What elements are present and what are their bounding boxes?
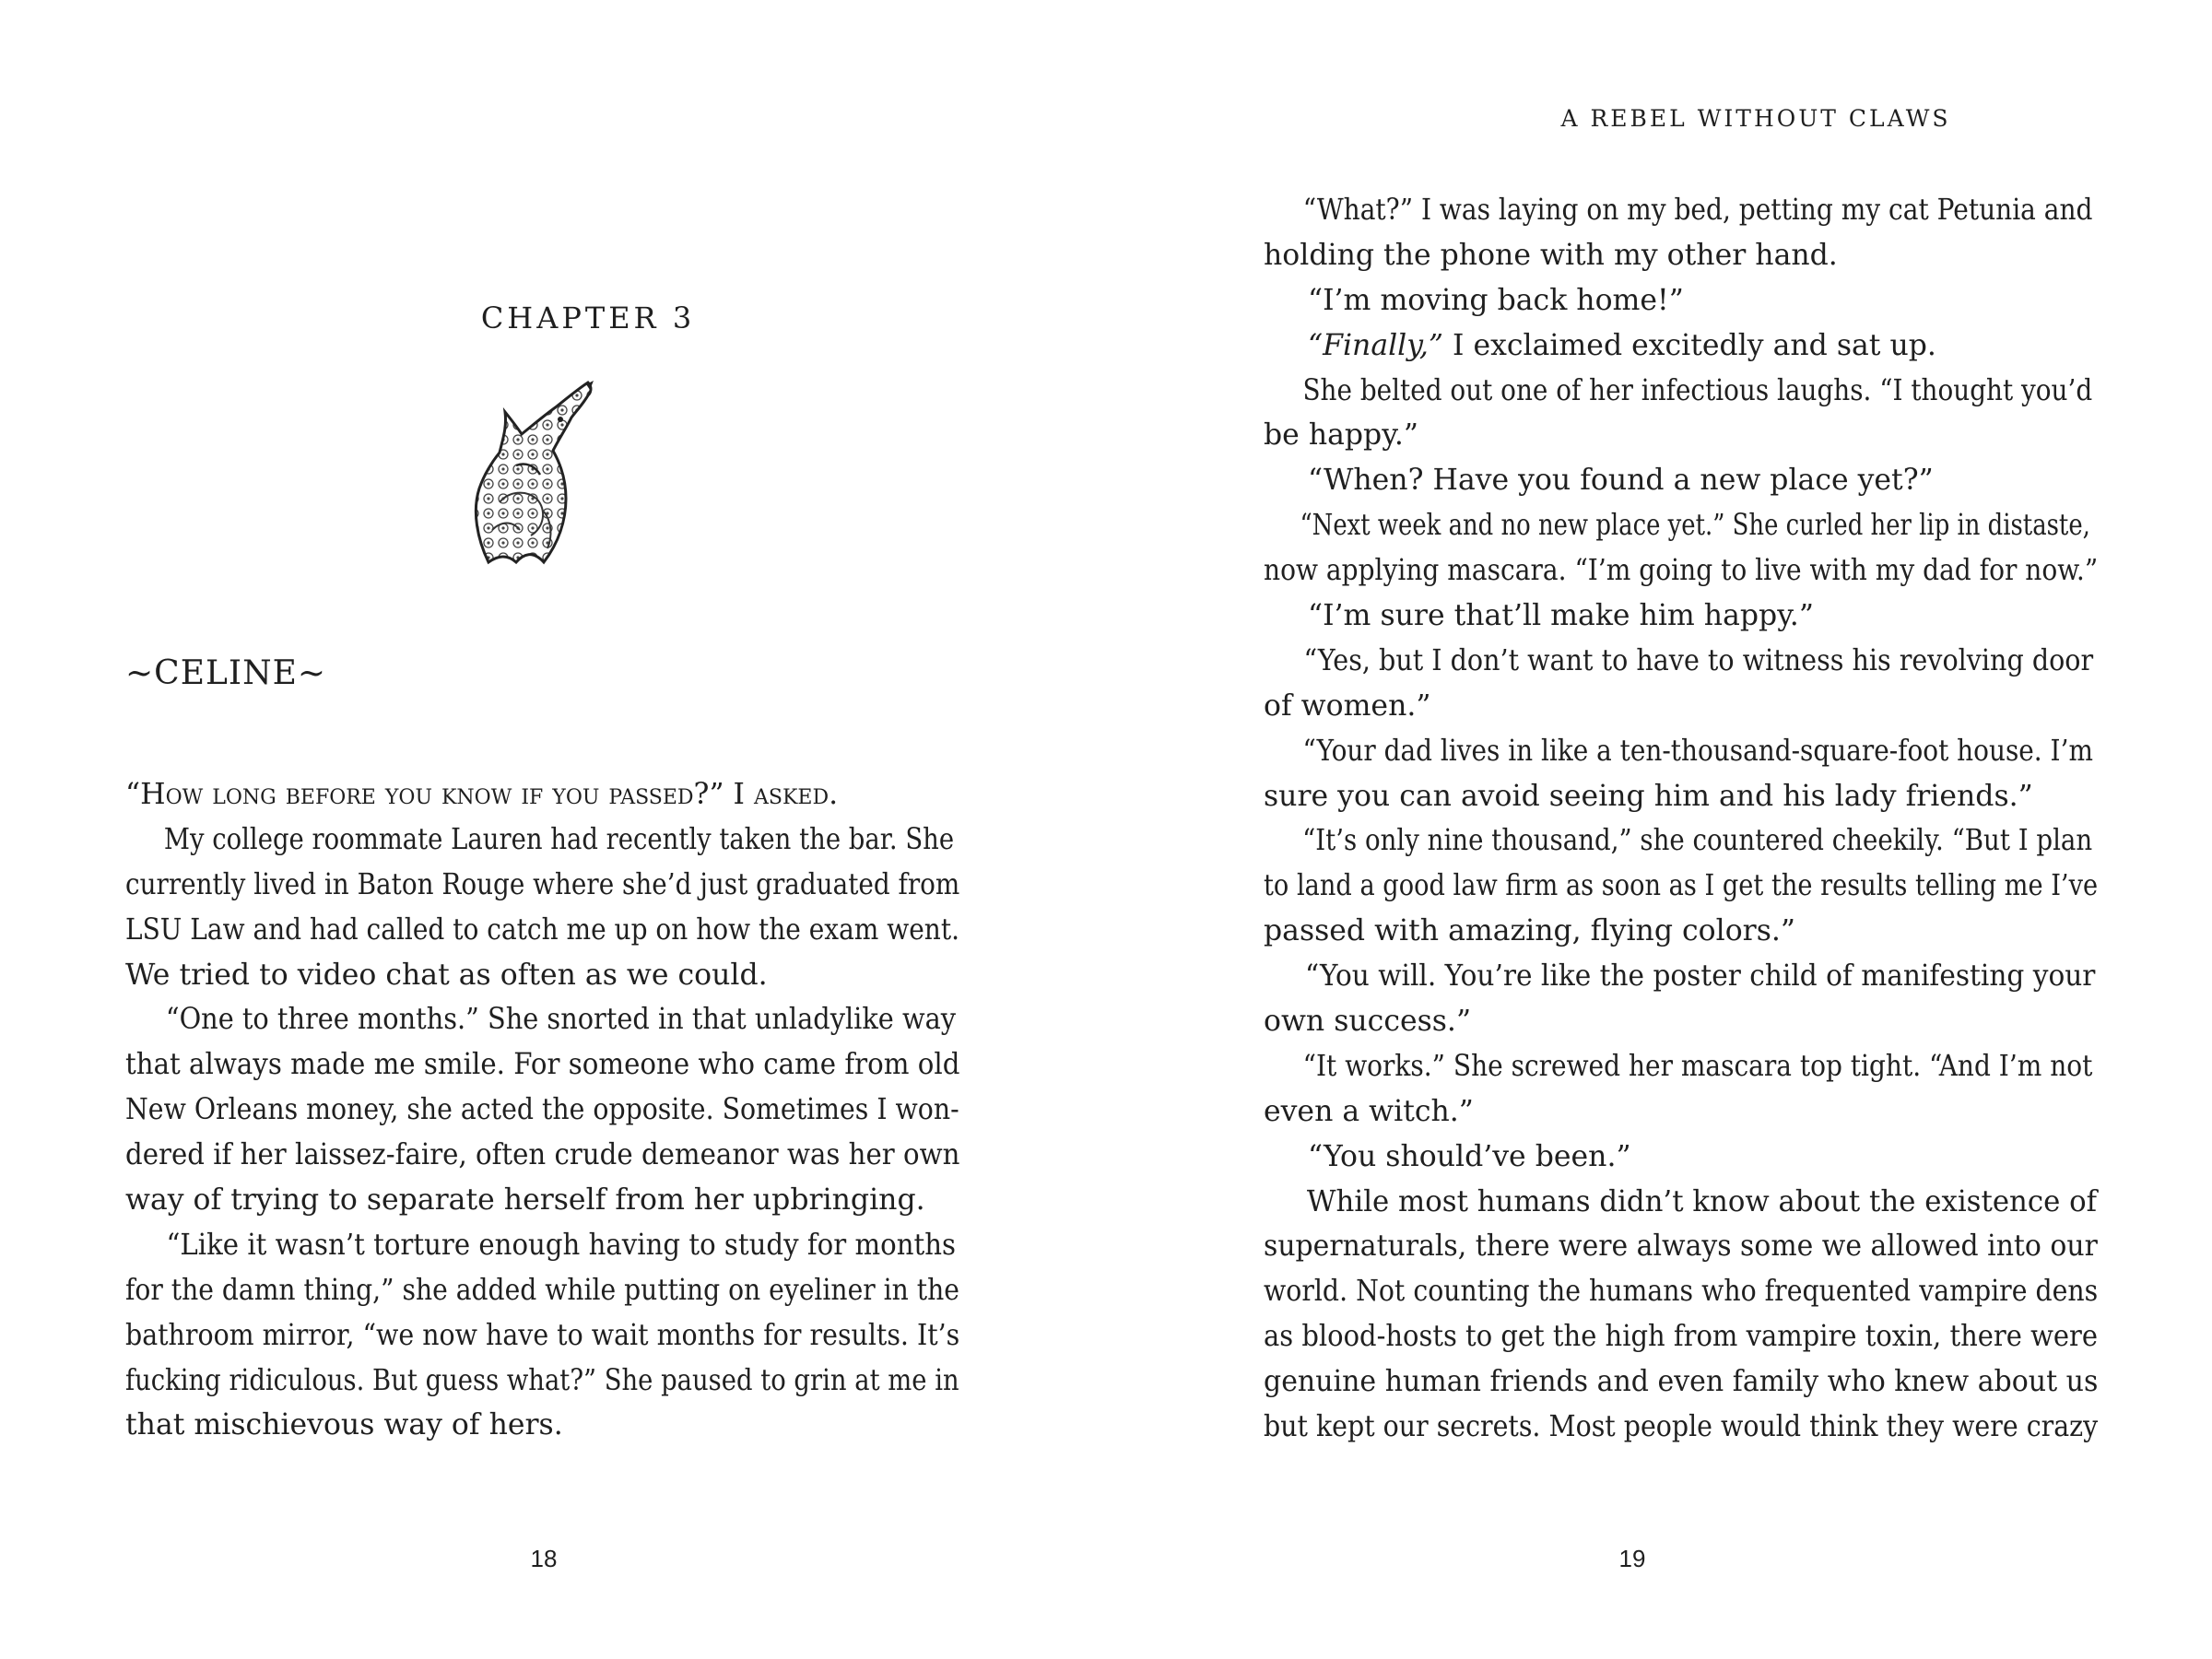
right-page [1106, 0, 2212, 1659]
text-line: While most humans didn’t know about the existence of [1306, 1184, 2098, 1218]
text-line: as blood-hosts to get the high from vampire toxin, there were [1264, 1320, 2099, 1354]
text-line: now applying mascara. “I’m going to live with my dad for now.” [1264, 554, 2099, 588]
text-line: passed with amazing, flying colors.” [1264, 914, 1795, 948]
text-line: sure you can avoid seeing him and his lady friends.” [1264, 779, 2033, 813]
text-line: dered if her laissez-faire, often crude demeanor was her own [125, 1138, 960, 1172]
text-run: I exclaimed excitedly and sat up. [1442, 328, 1936, 362]
text-line: New Orleans money, she acted the opposite. Sometimes I won- [125, 1093, 959, 1127]
text-line: My college roommate Lauren had recently taken the bar. She [163, 822, 955, 856]
text-line: “Your dad lives in like a ten-thousand-square-foot house. I’m [1302, 734, 2093, 768]
text-line: “You should’ve been.” [1308, 1139, 1631, 1173]
running-head: A REBEL WITHOUT CLAWS [1560, 105, 1951, 132]
text-line: “What?” I was laying on my bed, petting my cat Petunia and [1302, 194, 2093, 227]
left-body-text [125, 772, 959, 1448]
text-line: “When? Have you found a new place yet?” [1308, 464, 1934, 498]
text-line: “I’m sure that’ll make him happy.” [1308, 599, 1814, 633]
howling-wolf-icon [452, 373, 608, 567]
text-line: currently lived in Baton Rouge where she’d just graduated from [125, 867, 960, 901]
text-line: but kept our secrets. Most people would think they were crazy [1264, 1410, 2099, 1444]
text-line: that always made me smile. For someone who came from old [125, 1048, 960, 1082]
text-line: world. Not counting the humans who frequented vampire dens [1264, 1275, 2099, 1309]
text-line: “You will. You’re like the poster child of manifesting your [1305, 959, 2096, 994]
pov-heading: ~CELINE~ [125, 654, 327, 692]
text-line [1264, 324, 2098, 369]
page-number: 19 [1618, 1545, 1646, 1572]
text-line: “Next week and no new place yet.” She curled her lip in distaste, [1300, 509, 2090, 543]
text-line: “Like it wasn’t torture enough having to study for months [166, 1228, 957, 1262]
text-line: that mischievous way of hers. [125, 1408, 563, 1442]
right-body-text [1264, 188, 2098, 1450]
text-line: own success.” [1264, 1005, 1472, 1039]
chapter-title: CHAPTER 3 [480, 300, 696, 335]
text-line: of women.” [1264, 688, 1431, 723]
text-line: “It’s only nine thousand,” she countered cheekily. “But I plan [1302, 824, 2093, 858]
text-line: “I’m moving back home!” [1308, 283, 1684, 317]
text-line: fucking ridiculous. But guess what?” She paused to grin at me in [125, 1363, 959, 1397]
text-line: She belted out one of her infectious laughs. “I thought you’d [1302, 373, 2093, 407]
text-line: bathroom mirror, “we now have to wait months for results. It’s [125, 1318, 960, 1352]
text-line: holding the phone with my other hand. [1264, 238, 1838, 272]
text-line: to land a good law firm as soon as I get the results telling me I’ve [1264, 869, 2099, 903]
text-line: “One to three months.” She snorted in that unladylike way [165, 1003, 957, 1037]
text-line: “Yes, but I don’t want to have to witness his revolving door [1303, 643, 2094, 677]
text-line: “It works.” She screwed her mascara top tight. “And I’m not [1302, 1049, 2093, 1083]
italic-word: “Finally,” [1308, 328, 1443, 362]
page-number: 18 [530, 1545, 558, 1572]
text-line: We tried to video chat as often as we could. [125, 958, 768, 992]
text-line: for the damn thing,” she added while putting on eyeliner in the [125, 1273, 959, 1307]
text-line: supernaturals, there were always some we allowed into our [1264, 1230, 2098, 1264]
text-line: even a witch.” [1264, 1094, 1474, 1128]
text-line: way of trying to separate herself from her upbringing. [125, 1183, 925, 1218]
text-line: “How long before you know if you passed?” I asked. [125, 778, 839, 811]
text-line: genuine human friends and even family who knew about us [1264, 1365, 2099, 1399]
text-line: LSU Law and had called to catch me up on how the exam went. [125, 912, 959, 947]
text-line: be happy.” [1264, 418, 1418, 453]
